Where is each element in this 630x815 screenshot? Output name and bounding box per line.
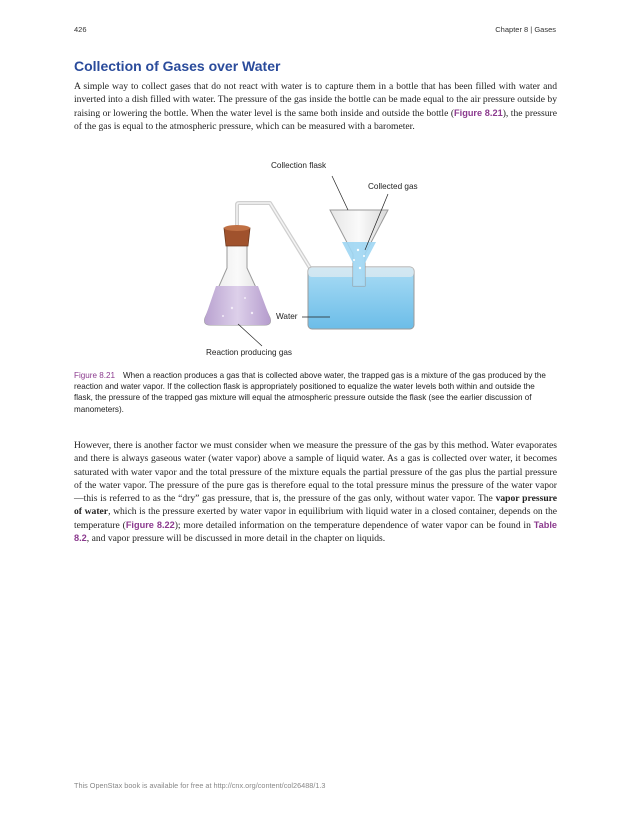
gas-bubble [357,249,359,251]
gas-bubble [363,255,365,257]
paragraph-intro [74,80,557,133]
page-footer: This OpenStax book is available for free at http://cnx.org/content/col26488/1.3 [74,781,326,790]
paragraph-text: ), the pressure of the gas is equal to the atmospheric pressure, which can be measured with a barometer. [74,107,558,132]
gas-bubble [353,259,355,261]
label-collected-gas: Collected gas [368,182,418,191]
paragraph-vapor-pressure [74,439,557,545]
paragraph-text: , which is the pressure exerted by water vapor in equilibrium with liquid water in a closed container, depends on the temperature ( [74,506,558,531]
bubble [222,315,224,317]
bubble [244,297,246,299]
gas-bubble [359,267,361,269]
label-water: Water [276,312,298,321]
bubble [231,307,233,309]
chapter-header: Chapter 8 | Gases [495,25,556,34]
label-collection-flask: Collection flask [271,161,327,170]
label-reaction: Reaction producing gas [206,348,293,357]
term-vapor-pressure: vapor pressure of water [74,493,557,518]
figure-8-21-link[interactable]: Figure 8.21 [454,107,503,118]
bubble [251,312,253,314]
paragraph-text: However, there is another factor we must consider when we measure the pressure of the gas by this method. Water evaporates and there is always gaseous water (water vapor) above a sample of liquid water. As a gas is collected over water, it becomes saturated with water vapor and the total pressure of the mixture equals the partial pressure of the gas plus the partial pressure of the water vapor. The pressure of the pure gas is therefore equal to the total pressure minus the pressure of the water vapor—this is referred to as the “dry” gas pressure, that is, the pressure of the gas only, without water vapor. The [74,440,557,505]
leader-collection-flask [332,176,348,210]
paragraph-text: A simple way to collect gases that do not react with water is to capture them in a bottle that has been filled with water and inverted into a dish filled with water. The pressure of the gas inside the bottle can be made equal to the air pressure outside by raising or lowering the bottle. When the water level is the same both inside and outside the bottle ( [74,81,557,119]
stopper-top [224,225,250,231]
table-8-2-link[interactable]: Table 8.2 [74,519,558,544]
paragraph-text: ); more detailed information on the temperature dependence of water vapor can be found in [174,519,534,531]
section-title: Collection of Gases over Water [74,58,281,74]
leader-reaction [238,324,262,346]
paragraph-text: , and vapor pressure will be discussed in more detail in the chapter on liquids. [86,533,386,545]
page-number: 426 [74,25,87,34]
caption-figure-number: Figure 8.21 [74,371,115,380]
figure-gas-collection [190,158,440,363]
caption-text: When a reaction produces a gas that is collected above water, the trapped gas is a mixture of the gas produced by the reaction and water vapor. If the collection flask is appropriately positioned to equalize the water levels both within and outside the flask, the pressure of the trapped gas mixture will equal the atmospheric pressure outside the flask (see the earlier discussion of manometers). [74,371,546,414]
figure-8-22-link[interactable]: Figure 8.22 [125,519,175,530]
figure-caption [74,370,550,415]
reaction-liquid [205,286,271,325]
